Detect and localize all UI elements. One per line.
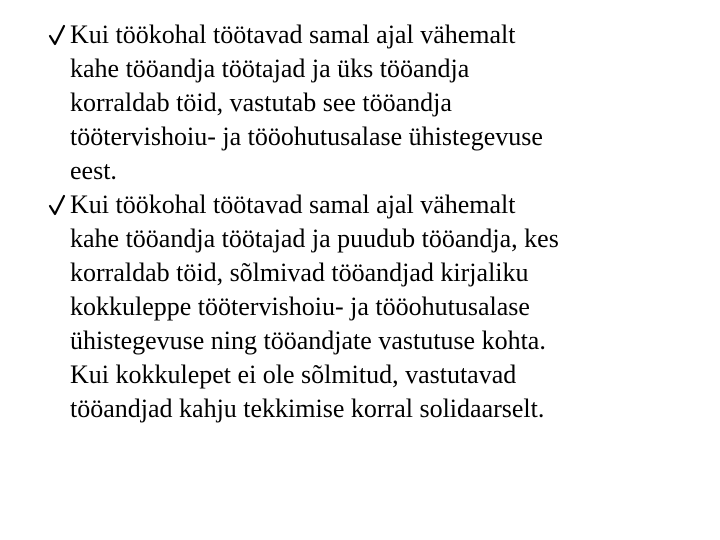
- bullet-item: [48, 18, 708, 188]
- bullet-list: [48, 18, 708, 426]
- checkmark-icon: [48, 23, 66, 49]
- bullet-text: Kui töökohal töötavad samal ajal vähemalt kahe tööandja töötajad ja üks tööandja korraldab töid, vastutab see tööandja töötervishoiu- ja tööohutusalase ühistegevuse eest.: [70, 20, 543, 185]
- checkmark-icon: [48, 193, 66, 219]
- bullet-text: Kui töökohal töötavad samal ajal vähemalt kahe tööandja töötajad ja puudub tööandja, kes korraldab töid, sõlmivad tööandjad kirjaliku kokkuleppe töötervishoiu- ja tööohutusalase ühistegevuse ning tööandjate vastutuse kohta. Kui kokkulepet ei ole sõlmitud, vastutavad tööandjad kahju tekkimise korral solidaarselt.: [70, 190, 559, 423]
- bullet-item: [48, 188, 708, 426]
